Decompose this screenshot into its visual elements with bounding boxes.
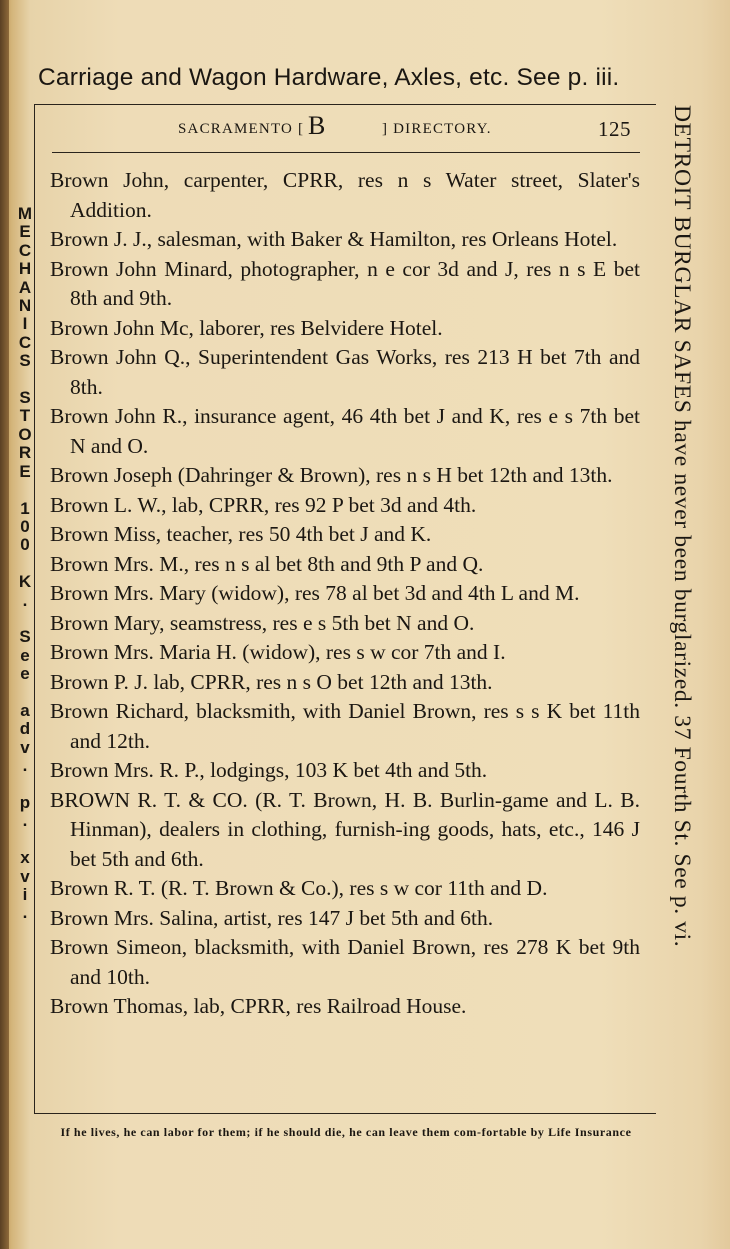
directory-entry: Brown John R., insurance agent, 46 4th bet J and K, res e s 7th bet N and O. xyxy=(50,404,640,458)
running-head-title: ] DIRECTORY. xyxy=(382,121,492,137)
left-ad-letter: . xyxy=(22,811,28,831)
left-margin-advertisement xyxy=(14,205,36,923)
directory-entry: Brown Mary, seamstress, res e s 5th bet N and O. xyxy=(50,610,475,635)
directory-entry: Brown P. J. lab, CPRR, res n s O bet 12th and 13th. xyxy=(50,669,493,694)
running-head-city: SACRAMENTO [ xyxy=(178,121,305,137)
directory-entry: BROWN R. T. & CO. (R. T. Brown, H. B. Burlin-game and L. B. Hinman), dealers in clothing, furnish-ing goods, hats, etc., 146 J bet 5th and 6th. xyxy=(50,787,640,871)
left-ad-letter: 0 xyxy=(20,535,30,555)
left-ad-letter: a xyxy=(20,700,30,720)
left-ad-letter: v xyxy=(20,866,30,886)
left-ad-letter: . xyxy=(22,756,28,776)
header-rule xyxy=(52,152,640,153)
directory-entry: Brown Miss, teacher, res 50 4th bet J and K. xyxy=(50,522,432,546)
left-ad-letter xyxy=(14,610,36,628)
left-ad-letter: . xyxy=(22,903,28,923)
left-ad-letter: K xyxy=(18,572,32,592)
left-ad-letter: . xyxy=(22,590,28,610)
directory-entry: Brown L. W., lab, CPRR, res 92 P bet 3d and 4th. xyxy=(50,492,477,517)
page-number: 125 xyxy=(598,117,631,141)
left-ad-letter xyxy=(14,481,36,499)
directory-entry: Brown Mrs. Maria H. (widow), res s w cor 7th and I. xyxy=(50,640,506,664)
directory-entry: Brown J. J., salesman, with Baker & Hamilton, res Orleans Hotel. xyxy=(50,227,618,251)
left-ad-letter: M xyxy=(17,204,33,223)
book-spine-edge xyxy=(0,0,9,1249)
left-ad-letter xyxy=(14,555,36,573)
left-ad-letter: O xyxy=(18,424,32,444)
left-ad-letter: H xyxy=(18,259,32,279)
directory-entry: Brown John Minard, photographer, n e cor 3d and J, res n s E bet 8th and 9th. xyxy=(50,256,640,310)
directory-entry: Brown Mrs. M., res n s al bet 8th and 9th P and Q. xyxy=(50,551,484,576)
directory-entry: Brown Mrs. Mary (widow), res 78 al bet 3d and 4th L and M. xyxy=(50,581,580,605)
directory-entry: Brown John Mc, laborer, res Belvidere Hotel. xyxy=(50,315,443,340)
left-ad-letter: T xyxy=(19,406,31,426)
left-ad-letter: d xyxy=(19,719,31,739)
left-ad-letter: 0 xyxy=(20,516,30,536)
directory-entry: Brown Richard, blacksmith, with Daniel Brown, res s s K bet 11th and 12th. xyxy=(50,699,640,753)
directory-entry: Brown Simeon, blacksmith, with Daniel Brown, res 278 K bet 9th and 10th. xyxy=(50,935,640,989)
left-ad-letter: v xyxy=(20,737,30,757)
directory-entry: Brown Thomas, lab, CPRR, res Railroad House. xyxy=(50,994,467,1018)
left-ad-letter: i xyxy=(22,885,28,905)
right-margin-advertisement-text: DETROIT BURGLAR SAFES have never been burglarized. 37 Fourth St. See p. vi. xyxy=(669,105,695,948)
left-ad-letter: E xyxy=(19,461,31,481)
directory-entry: Brown Joseph (Dahringer & Brown), res n s H bet 12th and 13th. xyxy=(50,463,613,487)
left-ad-letter: C xyxy=(18,240,32,260)
top-advertisement: Carriage and Wagon Hardware, Axles, etc. See p. iii. xyxy=(38,64,620,91)
left-ad-letter: E xyxy=(19,222,31,242)
left-ad-letter: S xyxy=(19,388,31,408)
left-ad-letter xyxy=(14,371,36,389)
right-margin-advertisement xyxy=(665,105,699,1115)
running-head-letter: B xyxy=(308,111,330,140)
directory-entry: Brown John, carpenter, CPRR, res n s Water street, Slater's Addition. xyxy=(50,168,640,222)
left-ad-letter: I xyxy=(22,314,28,334)
directory-entries xyxy=(50,166,640,1022)
left-ad-letter: x xyxy=(20,848,30,868)
left-ad-letter: S xyxy=(19,351,31,371)
left-ad-letter: e xyxy=(20,645,30,665)
left-ad-letter: e xyxy=(20,664,30,684)
page-frame-bottom-rule xyxy=(34,1113,656,1114)
left-ad-letter xyxy=(14,831,36,849)
left-ad-letter: R xyxy=(18,443,32,463)
footer-advertisement: If he lives, he can labor for them; if he should die, he can leave them com-fortable by Life Insurance xyxy=(60,1125,632,1139)
page-frame-top-rule xyxy=(34,104,656,105)
left-ad-letter xyxy=(14,776,36,794)
directory-entry: Brown John Q., Superintendent Gas Works, res 213 H bet 7th and 8th. xyxy=(50,345,640,399)
left-ad-letter: 1 xyxy=(20,498,30,518)
directory-entry: Brown Mrs. Salina, artist, res 147 J bet 5th and 6th. xyxy=(50,905,494,930)
left-ad-letter: p xyxy=(19,793,31,812)
directory-entry: Brown Mrs. R. P., lodgings, 103 K bet 4th and 5th. xyxy=(50,758,488,782)
running-head xyxy=(178,111,638,147)
left-ad-letter: N xyxy=(18,296,32,316)
left-ad-letter: A xyxy=(18,277,32,297)
directory-entry: Brown R. T. (R. T. Brown & Co.), res s w cor 11th and D. xyxy=(50,876,548,900)
left-ad-letter xyxy=(14,684,36,702)
left-ad-letter: C xyxy=(18,332,32,352)
left-ad-letter: S xyxy=(19,627,31,647)
